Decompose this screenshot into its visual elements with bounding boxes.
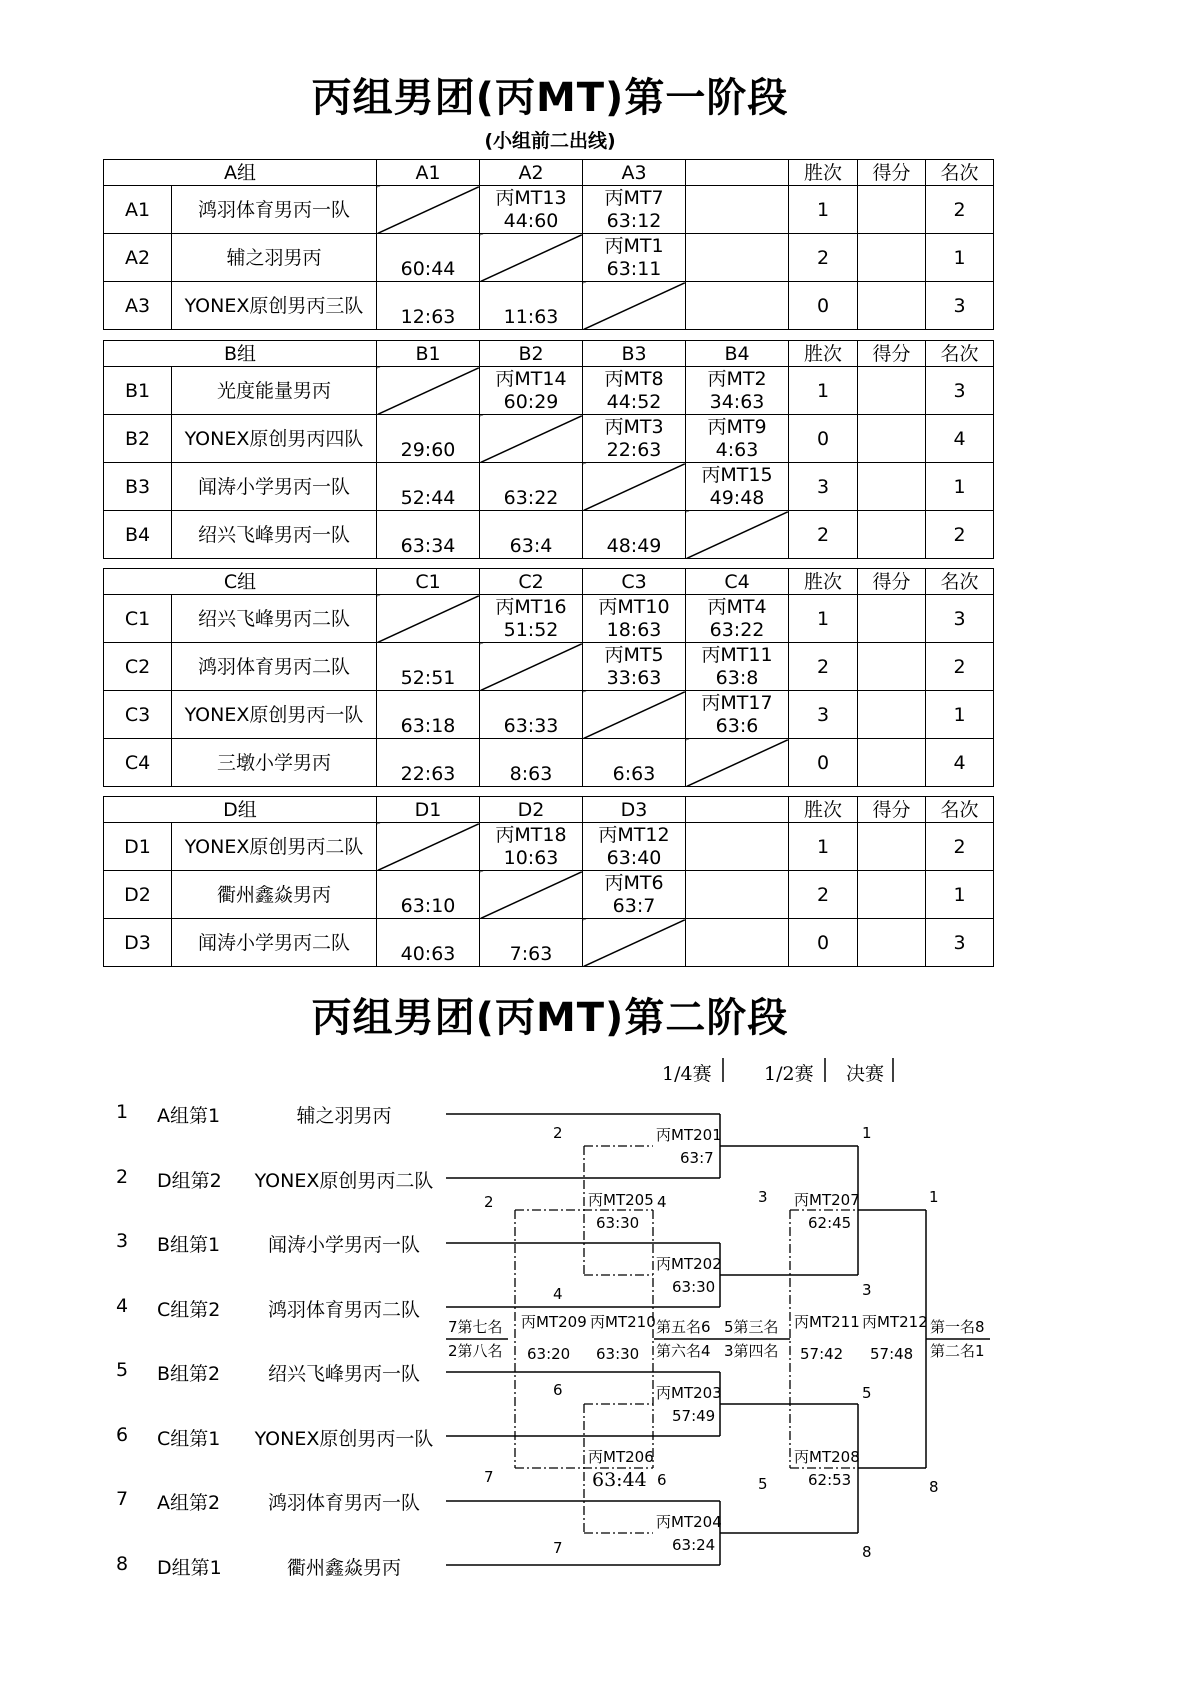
placing-5: 第五名6 (656, 1318, 711, 1336)
rank-cell: 3 (926, 595, 994, 643)
entry-slot: A组第2 (157, 1492, 221, 1514)
rank-cell: 2 (926, 511, 994, 559)
match-score: 63:33 (503, 715, 559, 737)
match-212-id: 丙MT212 (862, 1313, 928, 1331)
match-204-score: 63:24 (672, 1536, 716, 1554)
column-header: A2 (480, 160, 583, 186)
rank-cell: 2 (926, 186, 994, 234)
match-id: 丙MT14 (495, 367, 567, 390)
seed-num: 5 (758, 1475, 768, 1493)
entry-slot: B组第1 (157, 1234, 221, 1256)
match-score: 6:63 (612, 763, 656, 785)
match-id: 丙MT13 (495, 186, 567, 209)
match-207-id: 丙MT207 (794, 1191, 860, 1209)
wins-cell: 1 (789, 595, 858, 643)
wins-header: 胜次 (789, 341, 858, 367)
seed-cell: A2 (104, 234, 172, 282)
stage1-title: 丙组男团(丙MT)第一阶段 (311, 75, 789, 121)
match-206-score: 63:44 (592, 1469, 647, 1491)
team-name: 鸿羽体育男丙二队 (172, 643, 377, 691)
match-211-id: 丙MT211 (794, 1313, 860, 1331)
match-201-score: 63:7 (680, 1149, 714, 1167)
entry-team: 闻涛小学男丙一队 (267, 1234, 420, 1256)
entry-slot: C组第2 (157, 1298, 221, 1321)
match-202-id: 丙MT202 (656, 1255, 722, 1273)
placing-4: 3第四名 (724, 1342, 779, 1360)
group-name: A组 (104, 160, 377, 186)
entry-team: 绍兴飞峰男丙一队 (267, 1363, 420, 1385)
match-id: 丙MT12 (598, 823, 670, 846)
placing-3: 5第三名 (724, 1318, 779, 1336)
column-header: C2 (480, 569, 583, 595)
match-id: 丙MT18 (495, 823, 567, 846)
entry-number: 7 (116, 1488, 129, 1510)
wins-cell: 3 (789, 691, 858, 739)
match-208-score: 62:53 (808, 1471, 852, 1489)
match-score: 44:60 (503, 209, 559, 232)
match-id: 丙MT6 (604, 871, 664, 894)
stage2-title: 丙组男团(丙MT)第二阶段 (311, 995, 789, 1041)
team-name: 三墩小学男丙 (172, 739, 377, 787)
seed-num: 1 (862, 1124, 872, 1142)
match-score: 63:4 (509, 535, 553, 557)
match-205-score: 63:30 (596, 1214, 640, 1232)
match-score: 63:8 (715, 666, 759, 689)
match-209-score: 63:20 (527, 1345, 571, 1363)
wins-cell: 2 (789, 871, 858, 919)
rank-header: 名次 (926, 797, 994, 823)
match-score: 33:63 (606, 666, 662, 689)
rank-cell: 1 (926, 691, 994, 739)
match-score: 10:63 (503, 846, 559, 869)
match-id: 丙MT2 (707, 367, 767, 390)
column-header: C1 (377, 569, 480, 595)
rank-cell: 1 (926, 234, 994, 282)
team-name: 辅之羽男丙 (172, 234, 377, 282)
seed-num: 8 (862, 1543, 872, 1561)
match-id: 丙MT5 (604, 643, 664, 666)
entry-team: 衢州鑫焱男丙 (286, 1556, 401, 1579)
group-name: C组 (104, 569, 377, 595)
team-name: 光度能量男丙 (172, 367, 377, 415)
match-score: 63:6 (715, 714, 759, 737)
match-id: 丙MT15 (701, 463, 773, 486)
seed-cell: B2 (104, 415, 172, 463)
match-score: 49:48 (709, 486, 765, 509)
match-id: 丙MT1 (604, 234, 664, 257)
entry-number: 8 (116, 1552, 129, 1575)
seed-cell: C4 (104, 739, 172, 787)
match-score: 63:11 (606, 257, 662, 280)
rank-cell: 3 (926, 282, 994, 330)
wins-header: 胜次 (789, 797, 858, 823)
wins-header: 胜次 (789, 160, 858, 186)
placing-2: 第二名1 (930, 1342, 985, 1360)
entry-slot: B组第2 (157, 1363, 221, 1385)
match-score: 51:52 (503, 618, 559, 641)
seed-cell: A3 (104, 282, 172, 330)
group-name: B组 (104, 341, 377, 367)
seed-cell: D3 (104, 919, 172, 967)
entry-team: YONEX原创男丙二队 (254, 1169, 434, 1192)
match-score: 8:63 (509, 763, 553, 785)
seed-cell: C1 (104, 595, 172, 643)
match-203-score: 57:49 (672, 1407, 716, 1425)
column-header: D1 (377, 797, 480, 823)
wins-cell: 0 (789, 739, 858, 787)
column-header: B3 (583, 341, 686, 367)
match-207-score: 62:45 (808, 1214, 852, 1232)
team-name: YONEX原创男丙三队 (172, 282, 377, 330)
match-score: 60:29 (503, 390, 559, 413)
match-score: 48:49 (606, 535, 662, 557)
match-score: 52:44 (400, 487, 456, 509)
match-score: 22:63 (606, 438, 662, 461)
match-score: 63:22 (709, 618, 765, 641)
column-header: C3 (583, 569, 686, 595)
rank-cell: 3 (926, 919, 994, 967)
round-label-quarter: 1/4赛 (662, 1063, 712, 1085)
seed-num: 6 (553, 1381, 563, 1399)
match-206-id: 丙MT206 (588, 1448, 654, 1466)
match-score: 63:22 (503, 487, 559, 509)
column-header: A3 (583, 160, 686, 186)
entry-team: YONEX原创男丙一队 (254, 1427, 434, 1450)
match-score: 52:51 (400, 667, 456, 689)
seed-cell: B3 (104, 463, 172, 511)
rank-cell: 4 (926, 415, 994, 463)
column-header: B4 (686, 341, 789, 367)
match-203-id: 丙MT203 (656, 1384, 722, 1402)
wins-cell: 1 (789, 367, 858, 415)
team-name: 绍兴飞峰男丙一队 (172, 511, 377, 559)
entry-number: 5 (116, 1359, 129, 1381)
seed-cell: B1 (104, 367, 172, 415)
match-score: 29:60 (400, 439, 456, 461)
match-score: 44:52 (606, 390, 662, 413)
seed-num: 6 (657, 1471, 667, 1489)
entry-number: 1 (116, 1101, 129, 1123)
rank-cell: 3 (926, 367, 994, 415)
match-score: 63:12 (606, 209, 662, 232)
wins-cell: 3 (789, 463, 858, 511)
wins-header: 胜次 (789, 569, 858, 595)
seed-cell: B4 (104, 511, 172, 559)
match-209-id: 丙MT209 (521, 1313, 587, 1331)
match-208-id: 丙MT208 (794, 1448, 860, 1466)
column-header: C4 (686, 569, 789, 595)
placing-6: 第六名4 (656, 1342, 711, 1360)
match-id: 丙MT16 (495, 595, 567, 618)
match-id: 丙MT4 (707, 595, 767, 618)
rank-cell: 1 (926, 463, 994, 511)
match-score: 63:18 (400, 715, 456, 737)
rank-cell: 2 (926, 823, 994, 871)
match-210-id: 丙MT210 (590, 1313, 656, 1331)
wins-cell: 1 (789, 823, 858, 871)
seed-num: 5 (862, 1384, 872, 1402)
seed-num: 3 (862, 1281, 872, 1299)
seed-num: 7 (553, 1539, 563, 1557)
match-211-score: 57:42 (800, 1345, 844, 1363)
match-score: 63:10 (400, 895, 456, 917)
match-212-score: 57:48 (870, 1345, 914, 1363)
match-score: 4:63 (715, 438, 759, 461)
match-score: 22:63 (400, 763, 456, 785)
match-score: 63:7 (612, 894, 656, 917)
wins-cell: 2 (789, 511, 858, 559)
entry-slot: D组第1 (157, 1556, 222, 1579)
entry-slot: C组第1 (157, 1427, 221, 1450)
seed-num: 2 (553, 1124, 563, 1142)
team-name: YONEX原创男丙二队 (172, 823, 377, 871)
team-name: 闻涛小学男丙二队 (172, 919, 377, 967)
match-202-score: 63:30 (672, 1278, 716, 1296)
seed-num: 1 (929, 1188, 939, 1206)
stage1-subtitle: (小组前二出线) (484, 130, 616, 152)
entry-slot: A组第1 (157, 1105, 221, 1127)
entry-number: 4 (116, 1294, 129, 1317)
entry-team: 鸿羽体育男丙二队 (267, 1298, 420, 1321)
match-205-id: 丙MT205 (588, 1191, 654, 1209)
column-header: D3 (583, 797, 686, 823)
match-score: 34:63 (709, 390, 765, 413)
points-header: 得分 (858, 797, 926, 823)
match-score: 63:34 (400, 535, 456, 557)
match-id: 丙MT9 (707, 415, 767, 438)
match-204-id: 丙MT204 (656, 1513, 722, 1531)
round-label-final: 决赛 (846, 1063, 885, 1085)
rank-cell: 4 (926, 739, 994, 787)
match-210-score: 63:30 (596, 1345, 640, 1363)
match-score: 18:63 (606, 618, 662, 641)
column-header: D2 (480, 797, 583, 823)
rank-header: 名次 (926, 160, 994, 186)
placing-1: 第一名8 (930, 1318, 985, 1336)
team-name: YONEX原创男丙四队 (172, 415, 377, 463)
team-name: 绍兴飞峰男丙二队 (172, 595, 377, 643)
match-score: 63:40 (606, 846, 662, 869)
rank-header: 名次 (926, 569, 994, 595)
seed-num: 4 (657, 1193, 667, 1211)
team-name: 闻涛小学男丙一队 (172, 463, 377, 511)
wins-cell: 0 (789, 919, 858, 967)
seed-num: 7 (484, 1468, 494, 1486)
team-name: 衢州鑫焱男丙 (172, 871, 377, 919)
entry-team: 辅之羽男丙 (296, 1105, 392, 1127)
match-id: 丙MT7 (604, 186, 664, 209)
wins-cell: 2 (789, 643, 858, 691)
seed-cell: C2 (104, 643, 172, 691)
wins-cell: 1 (789, 186, 858, 234)
rank-header: 名次 (926, 341, 994, 367)
placing-7: 7第七名 (448, 1318, 503, 1336)
entry-number: 6 (116, 1423, 129, 1446)
seed-num: 3 (758, 1188, 768, 1206)
group-name: D组 (104, 797, 377, 823)
column-header: B1 (377, 341, 480, 367)
wins-cell: 0 (789, 415, 858, 463)
match-id: 丙MT3 (604, 415, 664, 438)
wins-cell: 2 (789, 234, 858, 282)
match-score: 7:63 (509, 943, 553, 965)
match-201-id: 丙MT201 (656, 1126, 722, 1144)
match-id: 丙MT17 (701, 691, 773, 714)
seed-cell: D1 (104, 823, 172, 871)
column-header: B2 (480, 341, 583, 367)
match-id: 丙MT8 (604, 367, 664, 390)
points-header: 得分 (858, 160, 926, 186)
entry-number: 2 (116, 1165, 129, 1188)
seed-num: 8 (929, 1478, 939, 1496)
rank-cell: 1 (926, 871, 994, 919)
match-score: 12:63 (400, 306, 456, 328)
seed-num: 2 (484, 1193, 494, 1211)
entry-slot: D组第2 (157, 1169, 222, 1192)
team-name: 鸿羽体育男丙一队 (172, 186, 377, 234)
match-score: 60:44 (400, 258, 456, 280)
round-label-semi: 1/2赛 (764, 1063, 814, 1085)
match-score: 11:63 (503, 306, 559, 328)
team-name: YONEX原创男丙一队 (172, 691, 377, 739)
entry-team: 鸿羽体育男丙一队 (267, 1492, 420, 1514)
placing-8: 2第八名 (448, 1342, 503, 1360)
match-id: 丙MT10 (598, 595, 670, 618)
points-header: 得分 (858, 341, 926, 367)
entry-number: 3 (116, 1230, 129, 1252)
seed-cell: D2 (104, 871, 172, 919)
rank-cell: 2 (926, 643, 994, 691)
wins-cell: 0 (789, 282, 858, 330)
column-header: A1 (377, 160, 480, 186)
points-header: 得分 (858, 569, 926, 595)
match-score: 40:63 (400, 943, 456, 965)
seed-cell: C3 (104, 691, 172, 739)
match-id: 丙MT11 (701, 643, 773, 666)
seed-num: 4 (553, 1285, 563, 1303)
seed-cell: A1 (104, 186, 172, 234)
